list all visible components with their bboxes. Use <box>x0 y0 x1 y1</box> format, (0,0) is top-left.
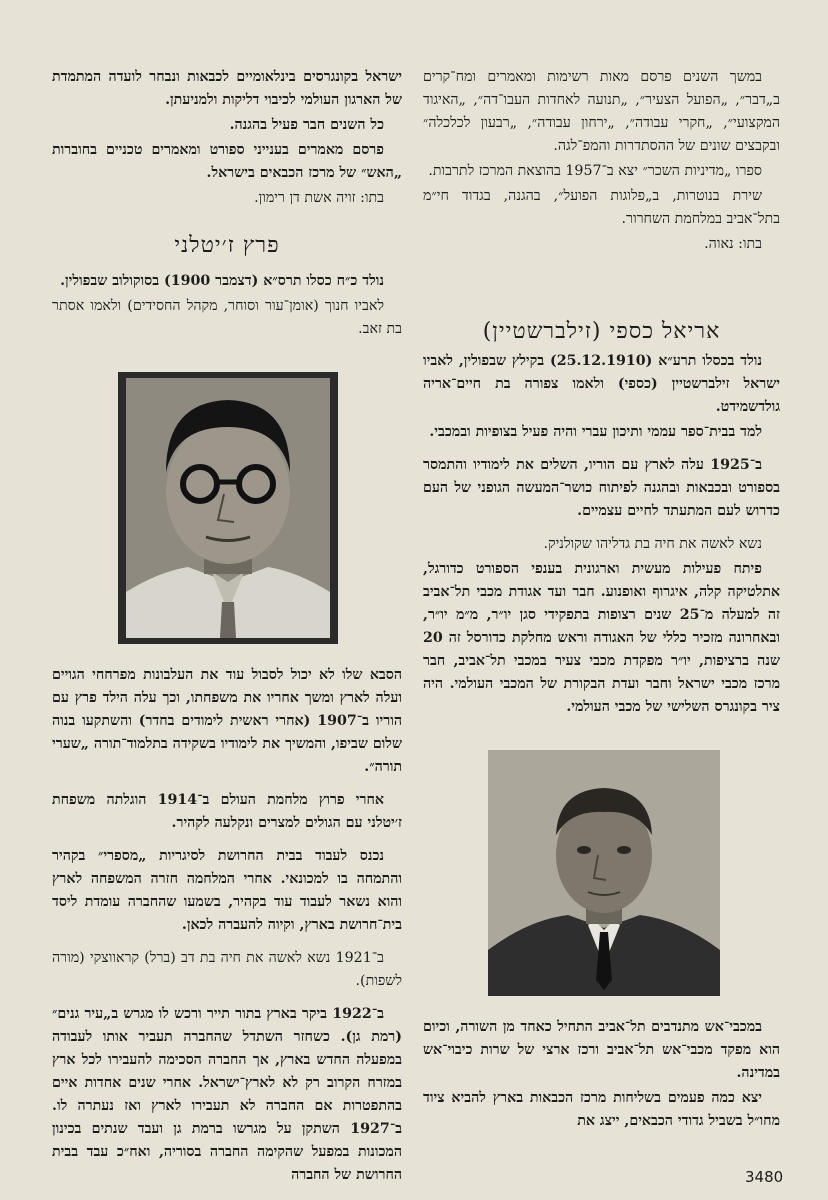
left-column-bottom <box>52 664 402 1197</box>
left-intro-paragraph-4: בתו: זויה אשת דן רימון. <box>254 190 384 206</box>
biography-heading-peretz-zhitlani: פרץ ז׳יטלני <box>174 233 280 258</box>
zhitlani-ramat-gan-paragraph: ב־1922 ביקר בארץ בתור תייר ורכש לו מגרש ב„עיר גנים״ (רמת גן). כשחזר השתדל שהחברה תעביר אותו לעבודה במפעלה החדש בארץ, אך החברה הסכימה להעבירו לכל ארץ במזרח הקרוב רק לא לארץ־ישראל. אחרי שנים אחדות איים בהתפטרות אם החברה לא תעבירו לארץ ואז נעתרה לו. ב־1927 השתקן על מגרשו ברמת גן ועבד שנתים בכינון המכונות במפעל שהקימה החברה בסוריה, ואח״כ עבד בבית החרושת של החברה <box>52 1006 402 1183</box>
caspi-mission-paragraph: יצא כמה פעמים בשליחות מרכז הכבאות בארץ להביא ציוד מחו״ל בשביל גדודי הכבאים, ייצג את <box>423 1090 780 1129</box>
zhitlani-exile-paragraph: אחרי פרוץ מלחמת העולם ב־1914 הוגלתה משפחת ז׳יטלני עם הגולים למצרים ונקלעה לקהיר. <box>52 792 402 831</box>
zhitlani-birth-paragraph: נולד כ״ח כסלו תרס״א (דצמבר 1900) בסוקולוב שבפולין. <box>60 273 384 289</box>
right-intro-paragraph-2: ספרו „מדיניות השכר״ יצא ב־1957 בהוצאת המרכז לתרבות. <box>428 163 762 179</box>
caspi-birth-paragraph: נולד בכסלו תרע״א (25.12.1910) בקילץ שבפולין, לאביו ישראל זילברשטיין (כספי) ולאמו צפורה בת חיים־אריה גולדשמידט. <box>423 353 780 415</box>
left-column <box>52 66 402 220</box>
left-intro-paragraph-2: כל השנים חבר פעיל בהגנה. <box>229 117 384 133</box>
zhitlani-marriage-paragraph: ב־1921 נשא לאשה את חיה בת דב (ברל) קראווצקי (מורה לשפות). <box>52 950 402 989</box>
portrait-man-glasses-icon <box>118 372 338 644</box>
caspi-immigration-paragraph: ב־1925 עלה לארץ עם הוריו, השלים את לימודיו והתמסר בספורט ובכבאות ובהגנה לפיתוח כושר־המעשה הגופני של העם כדרוש לעם המתעתד לחיים עצמיים. <box>423 457 780 519</box>
caspi-education-paragraph: למד בבית־ספר עממי ותיכון עברי והיה פעיל בצופיות ובמכבי. <box>429 424 762 440</box>
biography-heading-ariel-caspi: אריאל כספי (זילברשטיין) <box>482 319 721 344</box>
left-intro-paragraph-1: ישראל בקונגרסים בינלאומיים לכבאות ונבחר לועדה המתמדת של הארגון העולמי לכיבוי דליקות ולמניעתן. <box>52 69 402 108</box>
caspi-firefighting-paragraph: במכבי־אש מתנדבים תל־אביב התחיל כאחד מן השורה, וכיום הוא מפקד מכבי־אש תל־אביב ורכז ארצי של שרות כיבוי־אש במדינה. <box>423 1019 780 1081</box>
zhitlani-grandfather-paragraph: הסבא שלו לא יכול לסבול עוד את העלבונות מפרחחי הגויים ועלה לארץ ומשך אחריו את משפחתו, וכך עלה הילד פרץ עם הוריו ב־1907 (אחרי ראשית לימודים בחדר) והשתקעו בנוה שלום שביפו, והמשיך את לימודיו בשקידה בתלמוד־תורה „שערי תורה״. <box>52 667 402 775</box>
caspi-sport-paragraph: פיתח פעילות מעשית וארגונית בענפי הספורט כדורגל, אתלטיקה קלה, איגרוף ואופנוע. חבר ועד אגודת מכבי תל־אביב זה למעלה מ־25 שנים רצופות בתפקידי סגן יו״ר, מ״מ יו״ר, ובאחרונה מזכיר כללי של האגודה וראש מחלקת כדורסל זה 20 שנה ברציפות, יו״ר מפקדת מכבי צעיר במכבי תל־אביב, חבר מרכז מכבי ישראל וחבר ועדת הבקורת של המכבי העולמי. היה ציר בקונגרס השלישי של מכבי העולמי. <box>423 561 780 715</box>
right-intro-paragraph-4: בתו: נאוה. <box>704 236 762 252</box>
right-intro-paragraph-3: שירת בנוטרות, ב„פלוגות הפועל״, בהגנה, בגדוד חי״מ בתל־אביב במלחמת השחרור. <box>423 188 780 227</box>
right-column-bio <box>423 350 780 729</box>
page-number: 3480 <box>745 1168 784 1186</box>
right-column-bottom <box>423 1016 780 1143</box>
portrait-photo-peretz-zhitlani <box>118 372 338 644</box>
zhitlani-cairo-paragraph: נכנס לעבוד בבית החרושת לסיגריות „מספרי״ בקהיר והתמחה בו למכונאי. אחרי המלחמה חזרה המשפחה לארץ והוא נשאר לעבוד עוד בקהיר, בשמעו שהחברה עומדת ליסד בית־חרושת בארץ, וקיוה להעברה לכאן. <box>52 848 402 933</box>
zhitlani-parents-paragraph: לאביו חנוך (אומן־עור וסוחר, מקהל החסידים) ולאמו אסתר בת זאב. <box>52 298 402 337</box>
portrait-photo-ariel-caspi <box>488 750 720 996</box>
left-column-bio <box>52 270 402 351</box>
right-intro-paragraph-1: במשך השנים פרסם מאות רשימות ומאמרים ומח־קרים ב„דבר״, „הפועל הצעיר״, „תנועה לאחדות העבו־דה״, „האיגוד המקצועי״, „חקרי עבודה״, „ירחון עבודה״, „רבעון לכלכלה״ ובקבצים שונים של ההסתדרות והמפ־לגה. <box>423 69 780 154</box>
right-column <box>423 66 780 266</box>
caspi-marriage-paragraph: נשא לאשה את חיה בת גדליהו שקולניק. <box>543 536 762 552</box>
left-intro-paragraph-3: פרסם מאמרים בענייני ספורט ומאמרים טכניים בחוברות „האש״ של מרכז הכבאים בישראל. <box>52 142 402 181</box>
portrait-man-icon <box>488 750 720 996</box>
